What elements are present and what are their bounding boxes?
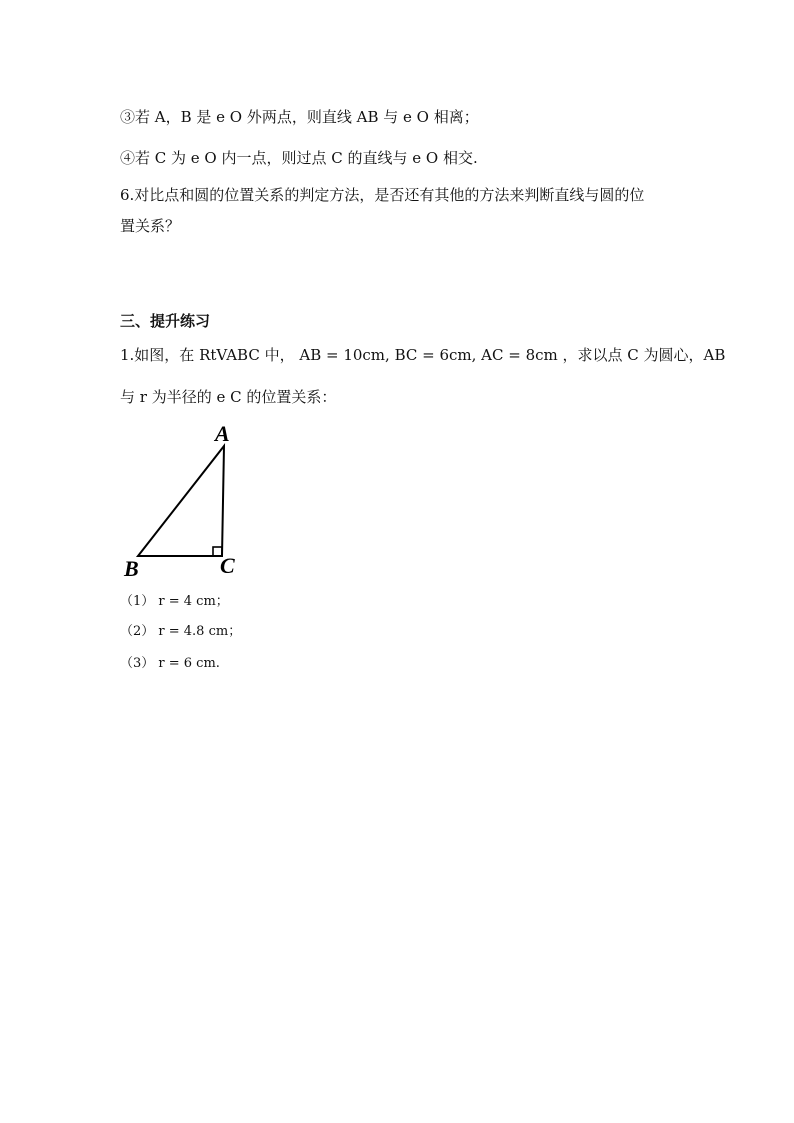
triangle-abc	[138, 446, 224, 556]
item-3-text: ③若 A，B 是 e O 外两点，则直线 AB 与 e O 相离；	[120, 108, 479, 126]
question-6-line-2: 置关系？	[120, 217, 181, 235]
question-6-line-1: 6.对比点和圆的位置关系的判定方法，是否还有其他的方法来判断直线与圆的位	[120, 186, 645, 204]
answer-2: （2） r = 4.8 cm；	[120, 624, 242, 639]
answer-1: （1） r = 4 cm；	[120, 594, 229, 609]
vertex-a-label: A	[215, 421, 230, 446]
right-triangle-figure	[118, 420, 258, 580]
vertex-b-label: B	[124, 556, 139, 580]
answer-3: （3） r = 6 cm.	[120, 656, 220, 671]
item-4-text: ④若 C 为 e O 内一点，则过点 C 的直线与 e O 相交.	[120, 149, 478, 167]
question-1-line-2: 与 r 为半径的 e C 的位置关系：	[120, 388, 337, 406]
vertex-c-label: C	[220, 553, 235, 578]
section-3-title: 三、提升练习	[120, 312, 211, 330]
question-1-line-1: 1.如图，在 RtVABC 中， AB = 10cm, BC = 6cm, AC = 8cm ，求以点 C 为圆心，AB	[120, 346, 726, 364]
